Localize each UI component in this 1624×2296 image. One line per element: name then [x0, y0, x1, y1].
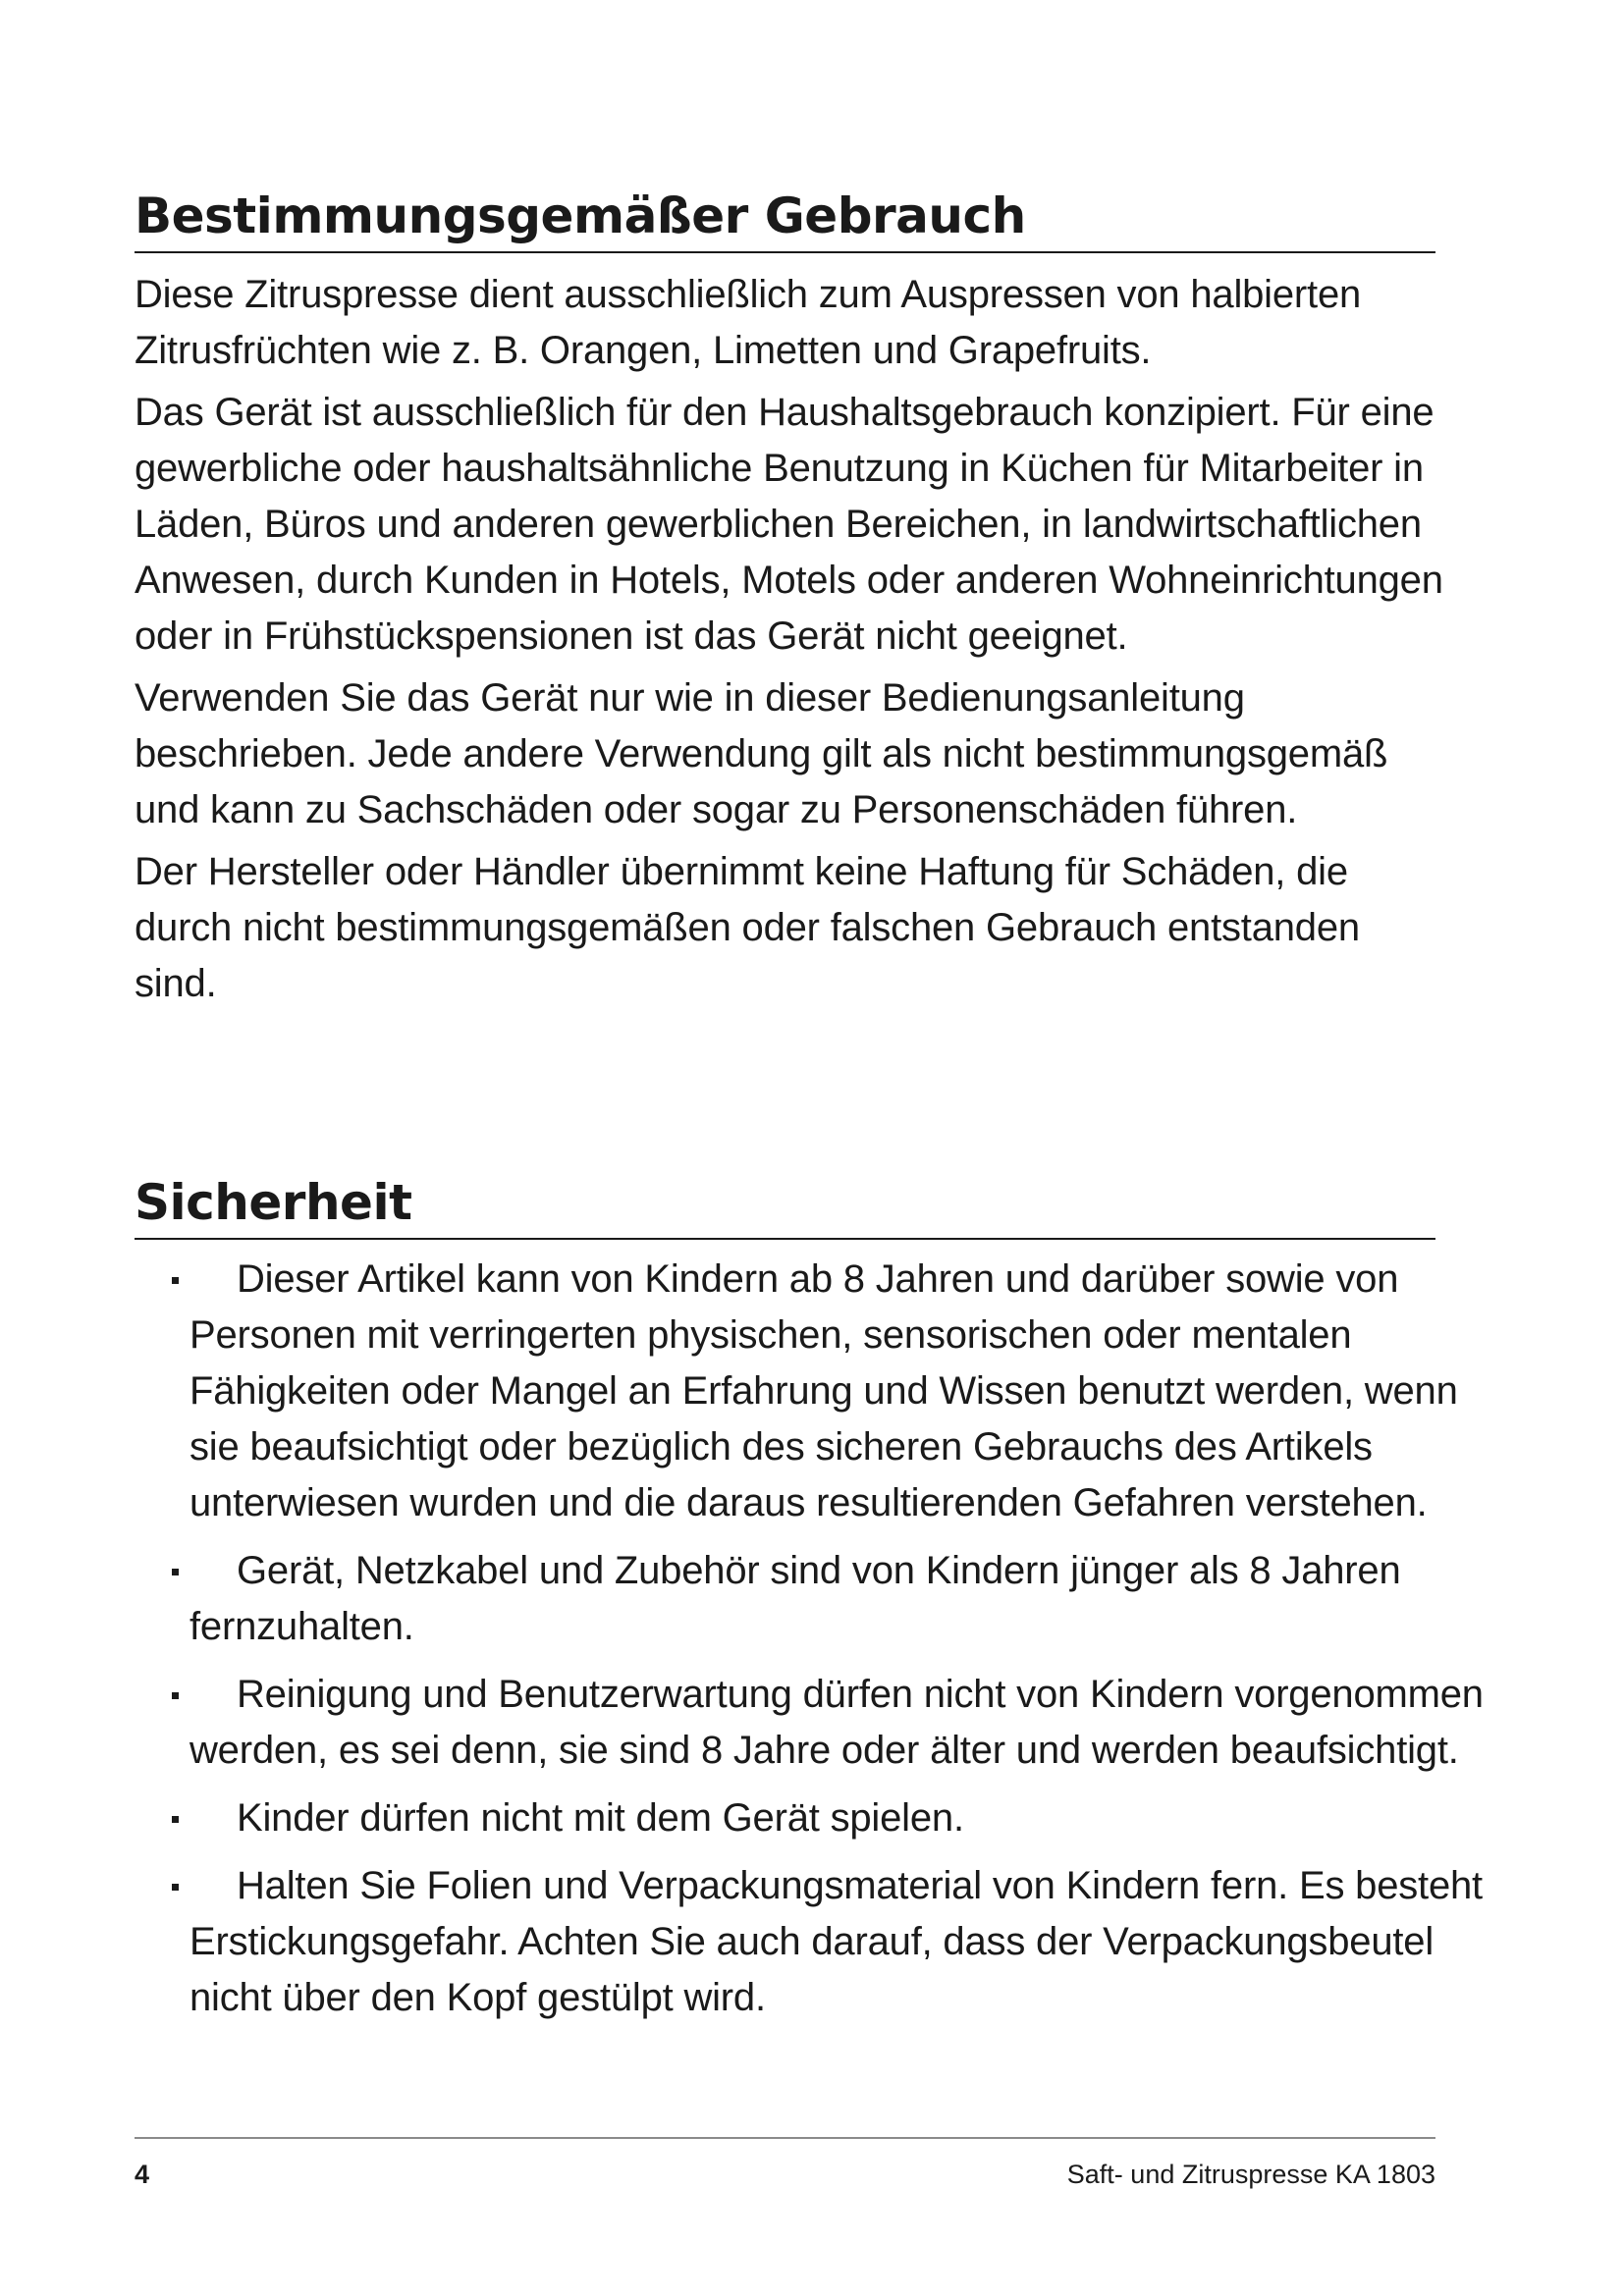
- list-item-text: Kinder dürfen nicht mit dem Gerät spielen.: [237, 1796, 964, 1840]
- page-number: 4: [135, 2160, 150, 2189]
- list-item: [135, 1543, 1489, 1655]
- paragraph: Das Gerät ist ausschließlich für den Haushaltsgebrauch konzipiert. Für eine gewerbliche oder haushaltsähnliche Benutzung in Küchen für Mitarbeiter in Läden, Büros und anderen gewerblichen Bereichen, in landwirtschaftlichen Anwesen, durch Kunden in Hotels, Motels oder anderen Wohneinrichtungen oder in Frühstückspensionen ist das Gerät nicht geeignet.: [135, 391, 1443, 658]
- safety-list: [135, 1252, 1489, 2038]
- section-title-safety: Sicherheit: [135, 1173, 1435, 1240]
- list-item-text: Dieser Artikel kann von Kindern ab 8 Jahren und darüber sowie von Personen mit verringerten physischen, sensorischen oder mentalen Fähigkeiten oder Mangel an Erfahrung und Wissen benutzt werden, wenn sie beaufsichtigt oder bezüglich des sicheren Gebrauchs des Artikels unterwiesen wurden und die daraus resultierenden Gefahren verstehen.: [189, 1257, 1458, 1524]
- list-item: [135, 1858, 1489, 2026]
- intended-use-text: [135, 267, 1450, 1012]
- paragraph: Der Hersteller oder Händler übernimmt keine Haftung für Schäden, die durch nicht bestimmungsgemäßen oder falschen Gebrauch entstanden sind.: [135, 850, 1360, 1005]
- paragraph: Diese Zitruspresse dient ausschließlich zum Auspressen von halbierten Zitrusfrüchten wie z. B. Orangen, Limetten und Grapefruits.: [135, 273, 1362, 372]
- bullet-icon: [172, 1884, 179, 1891]
- manual-page: [135, 0, 1484, 2296]
- list-item-text: Halten Sie Folien und Verpackungsmaterial von Kindern fern. Es besteht Erstickungsgefahr. Achten Sie auch darauf, dass der Verpackungsbeutel nicht über den Kopf gestülpt wird.: [189, 1864, 1483, 2019]
- paragraph: Verwenden Sie das Gerät nur wie in dieser Bedienungsanleitung beschrieben. Jede andere Verwendung gilt als nicht bestimmungsgemäß und kann zu Sachschäden oder sogar zu Personenschäden führen.: [135, 676, 1388, 831]
- section-title-intended-use: Bestimmungsgemäßer Gebrauch: [135, 187, 1435, 253]
- bullet-icon: [172, 1692, 179, 1699]
- bullet-icon: [172, 1277, 179, 1284]
- bullet-icon: [172, 1816, 179, 1823]
- list-item-text: Reinigung und Benutzerwartung dürfen nicht von Kindern vorgenommen werden, es sei denn, sie sind 8 Jahre oder älter und werden beaufsichtigt.: [189, 1673, 1484, 1772]
- list-item: [135, 1790, 1489, 1846]
- footer-divider: [135, 2137, 1435, 2139]
- list-item: [135, 1667, 1489, 1779]
- footer-document-title: Saft- und Zitruspresse KA 1803: [1066, 2160, 1435, 2189]
- bullet-icon: [172, 1569, 179, 1575]
- list-item: [135, 1252, 1489, 1531]
- list-item-text: Gerät, Netzkabel und Zubehör sind von Kindern jünger als 8 Jahren fernzuhalten.: [189, 1549, 1401, 1648]
